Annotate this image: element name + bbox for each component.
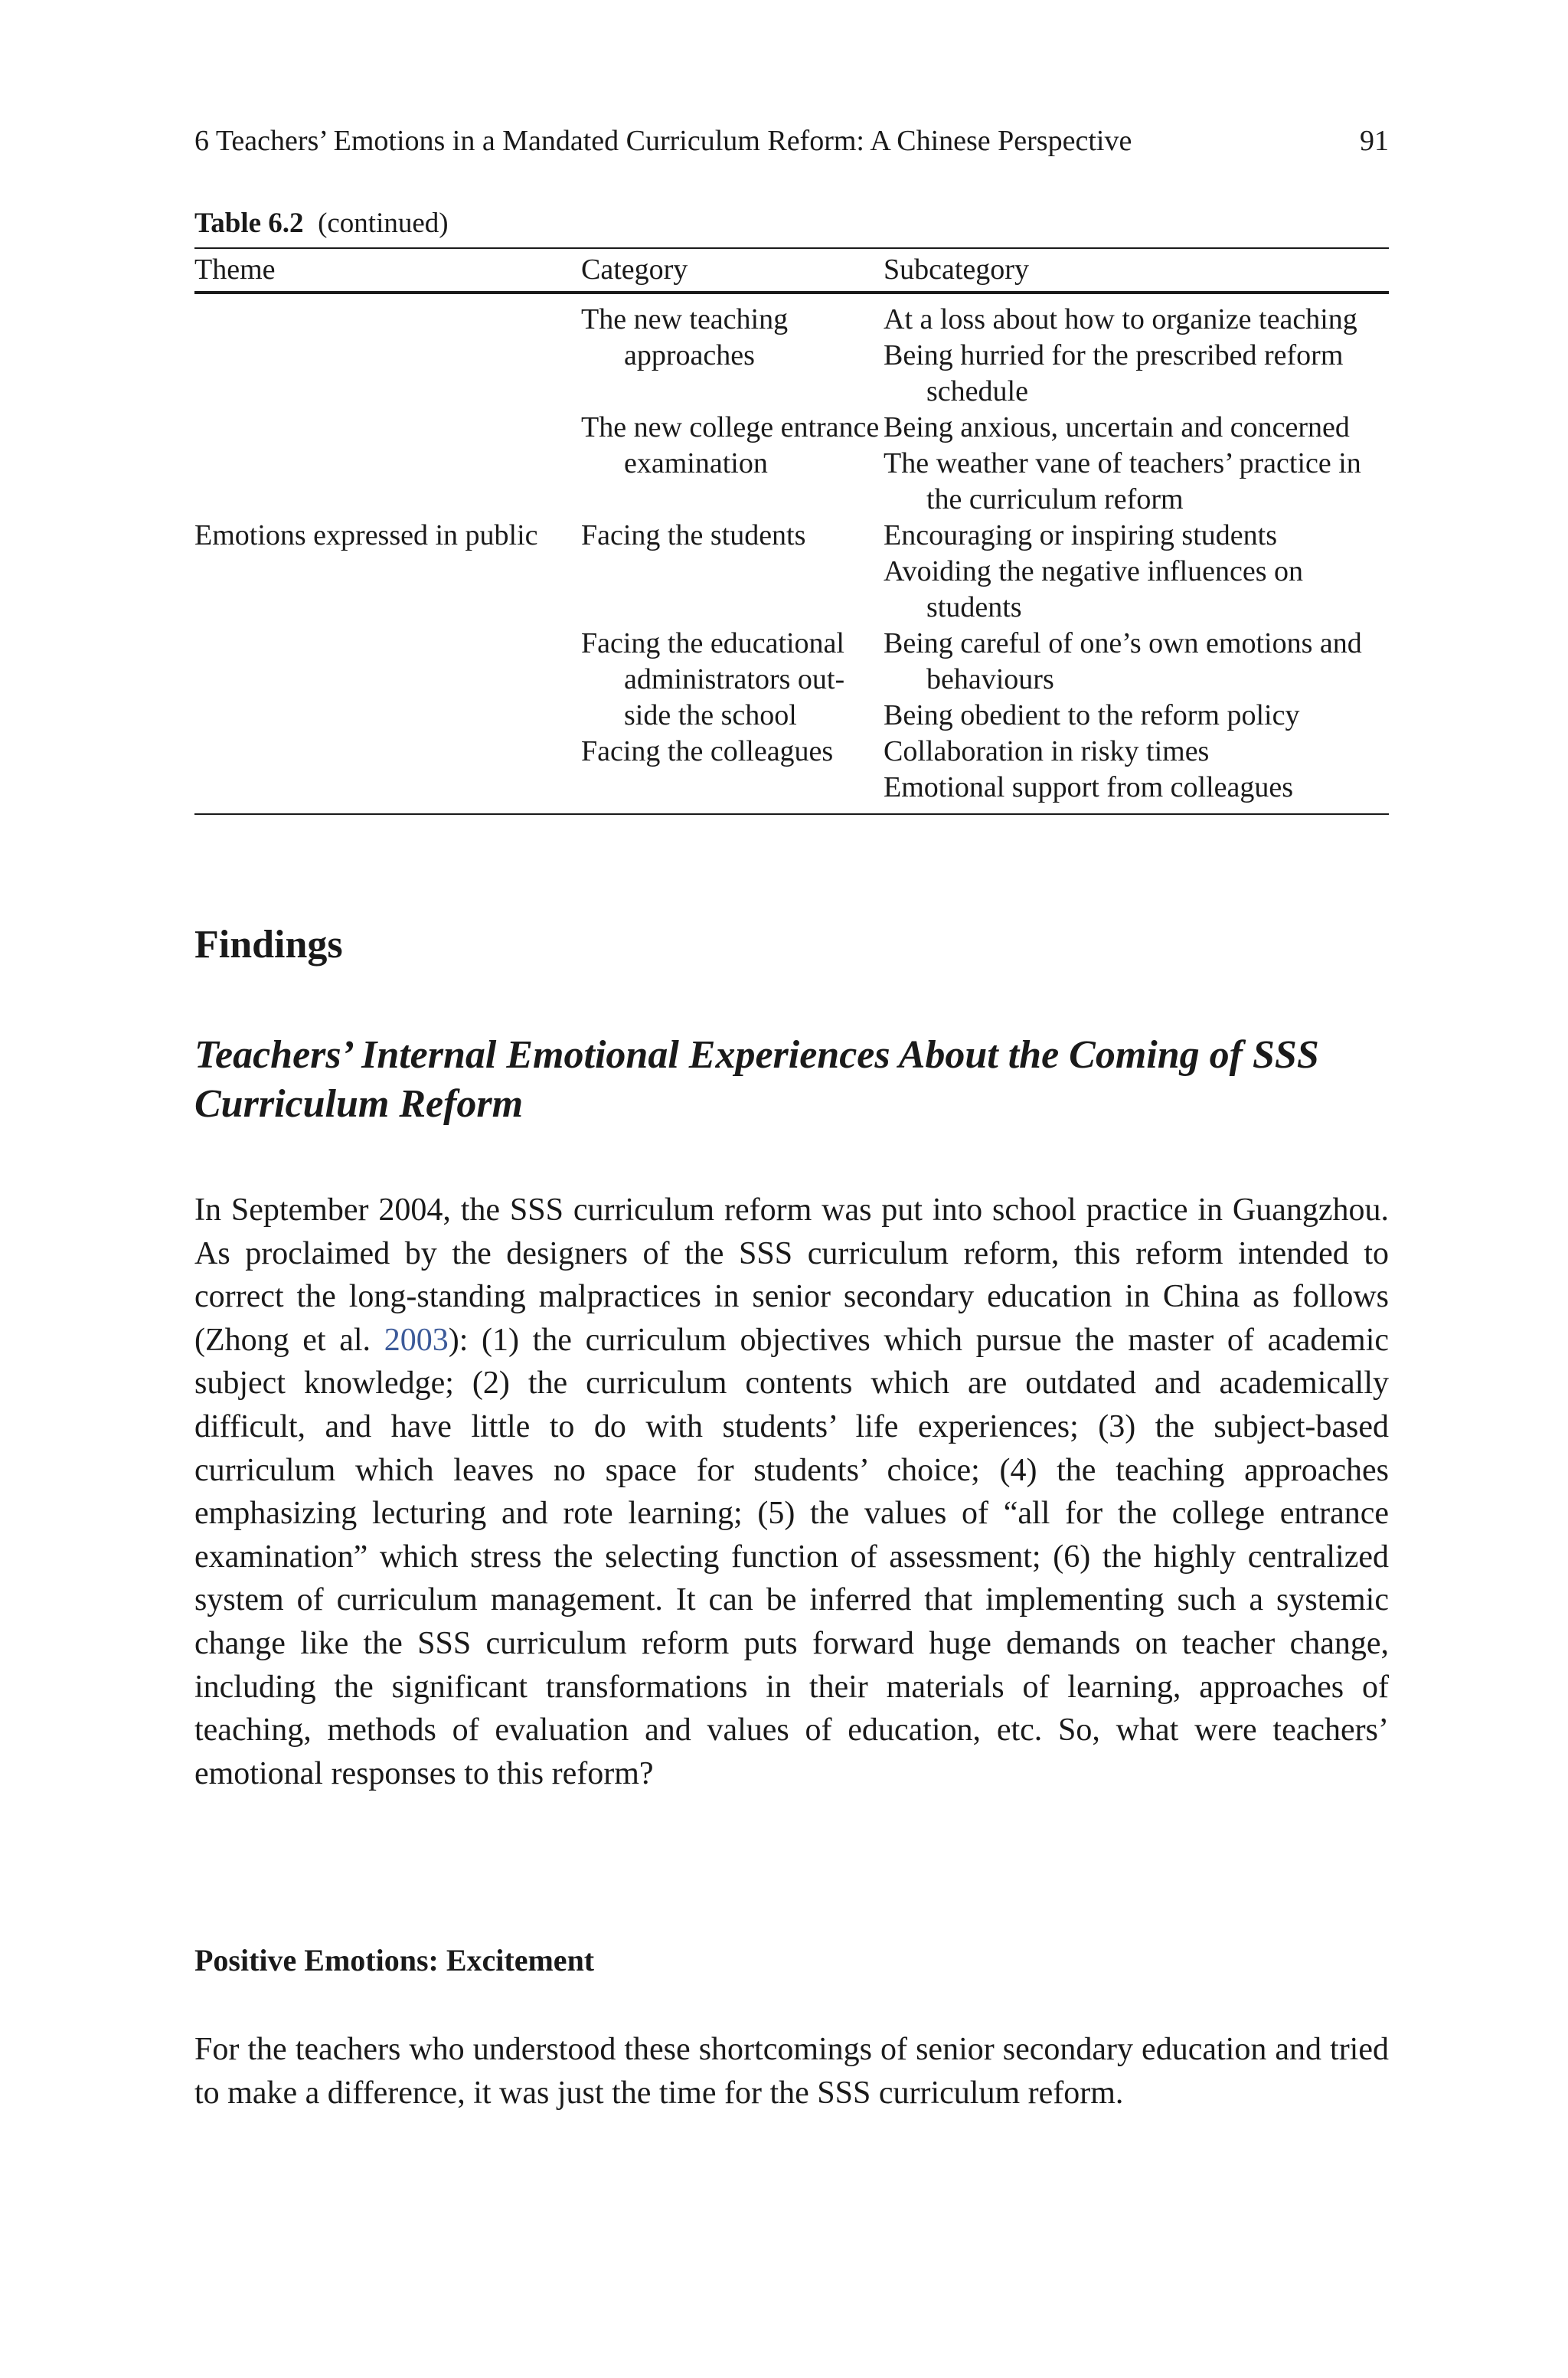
subcategory-item: Being careful of one’s own emotions and behaviours	[884, 627, 1362, 695]
theme-cell	[194, 410, 581, 518]
subsection-title: Teachers’ Internal Emotional Experiences About the Coming of SSS Curriculum Reform	[194, 1033, 1319, 1126]
theme-cell	[194, 626, 581, 734]
table-row	[194, 734, 1389, 814]
subcategory-cell	[884, 410, 1389, 518]
table-row	[194, 410, 1389, 518]
category-cell: The new college entrance examination	[581, 411, 880, 479]
body-paragraph: For the teachers who understood these shortcomings of senior secondary education and tried to make a difference, it was just the time for the SSS curriculum reform.	[194, 2032, 1389, 2111]
page-number: 91	[1360, 125, 1389, 157]
table-row	[194, 626, 1389, 734]
paragraph-text: ): (1) the curriculum objectives which pursue the master of academic subject knowledge; (2) the curriculum contents which are outdated and academically difficult, and have little to do with students’ life experiences; (3) the subject-based curriculum which leaves no space for students’ choice; (4) the teaching approaches emphasizing lecturing and rote learning; (5) the values of “all for the college entrance examination” which stress the selecting function of assessment; (6) the highly centralized system of curriculum management. It can be inferred that implementing such a systemic change like the SSS curriculum reform puts forward huge demands on teacher change, including the significant transformations in their materials of learning, approaches of teaching, methods of evaluation and values of education, etc. So, what were teachers’ emotional responses to this reform?	[194, 1322, 1390, 1791]
table-block	[194, 207, 1389, 815]
subsubsection-title: Positive Emotions: Excitement	[194, 1943, 595, 1977]
header-subcategory: Subcategory	[884, 254, 1029, 286]
subcategory-cell	[884, 734, 1389, 814]
theme-cell	[194, 734, 581, 814]
category-cell: The new teaching approaches	[581, 303, 789, 371]
subcategory-item: Being anxious, uncertain and concerned	[884, 411, 1350, 443]
table-label: Table 6.2	[194, 208, 304, 239]
header-theme: Theme	[194, 254, 276, 286]
findings-table	[194, 247, 1389, 815]
subcategory-item: Collaboration in risky times	[884, 735, 1210, 767]
section-title: Findings	[194, 923, 343, 967]
table-caption	[194, 207, 1389, 240]
subcategory-item: Being hurried for the prescribed reform schedule	[884, 339, 1344, 407]
table-header-row	[194, 248, 1389, 293]
subcategory-item: The weather vane of teachers’ practice in the curriculum reform	[884, 447, 1361, 515]
category-cell: Facing the colleagues	[581, 735, 834, 767]
body-paragraph	[194, 1189, 1389, 1795]
running-header	[194, 124, 1389, 158]
category-cell: Facing the students	[581, 519, 806, 551]
subcategory-cell	[884, 626, 1389, 734]
subcategory-item: Emotional support from colleagues	[884, 771, 1294, 803]
header-category: Category	[581, 254, 688, 286]
paragraph-text: In September 2004, the SSS curriculum reform was put into school practice in Guangzhou. As proclaimed by the designers of the SSS curriculum reform, this reform intended to correct the long-standing malpractices in senior secondary education in China as follows (Zhong et al.	[194, 1192, 1389, 1358]
subcategory-item: Encouraging or inspiring students	[884, 519, 1277, 551]
citation-link[interactable]: 2003	[384, 1322, 449, 1358]
table-caption-note: (continued)	[318, 208, 449, 239]
theme-cell	[194, 293, 581, 410]
table-row	[194, 293, 1389, 410]
theme-cell: Emotions expressed in public	[194, 519, 538, 551]
subcategory-item: Avoiding the negative influences on students	[884, 555, 1304, 623]
chapter-title: 6 Teachers’ Emotions in a Mandated Curriculum Reform: A Chinese Perspective	[194, 125, 1132, 157]
subcategory-cell	[884, 518, 1389, 626]
table-row	[194, 518, 1389, 626]
subcategory-item: Being obedient to the reform policy	[884, 699, 1300, 731]
category-cell: Facing the educational administrators out-side the school	[581, 627, 845, 731]
subcategory-cell	[884, 293, 1389, 410]
subcategory-item: At a loss about how to organize teaching	[884, 303, 1357, 335]
